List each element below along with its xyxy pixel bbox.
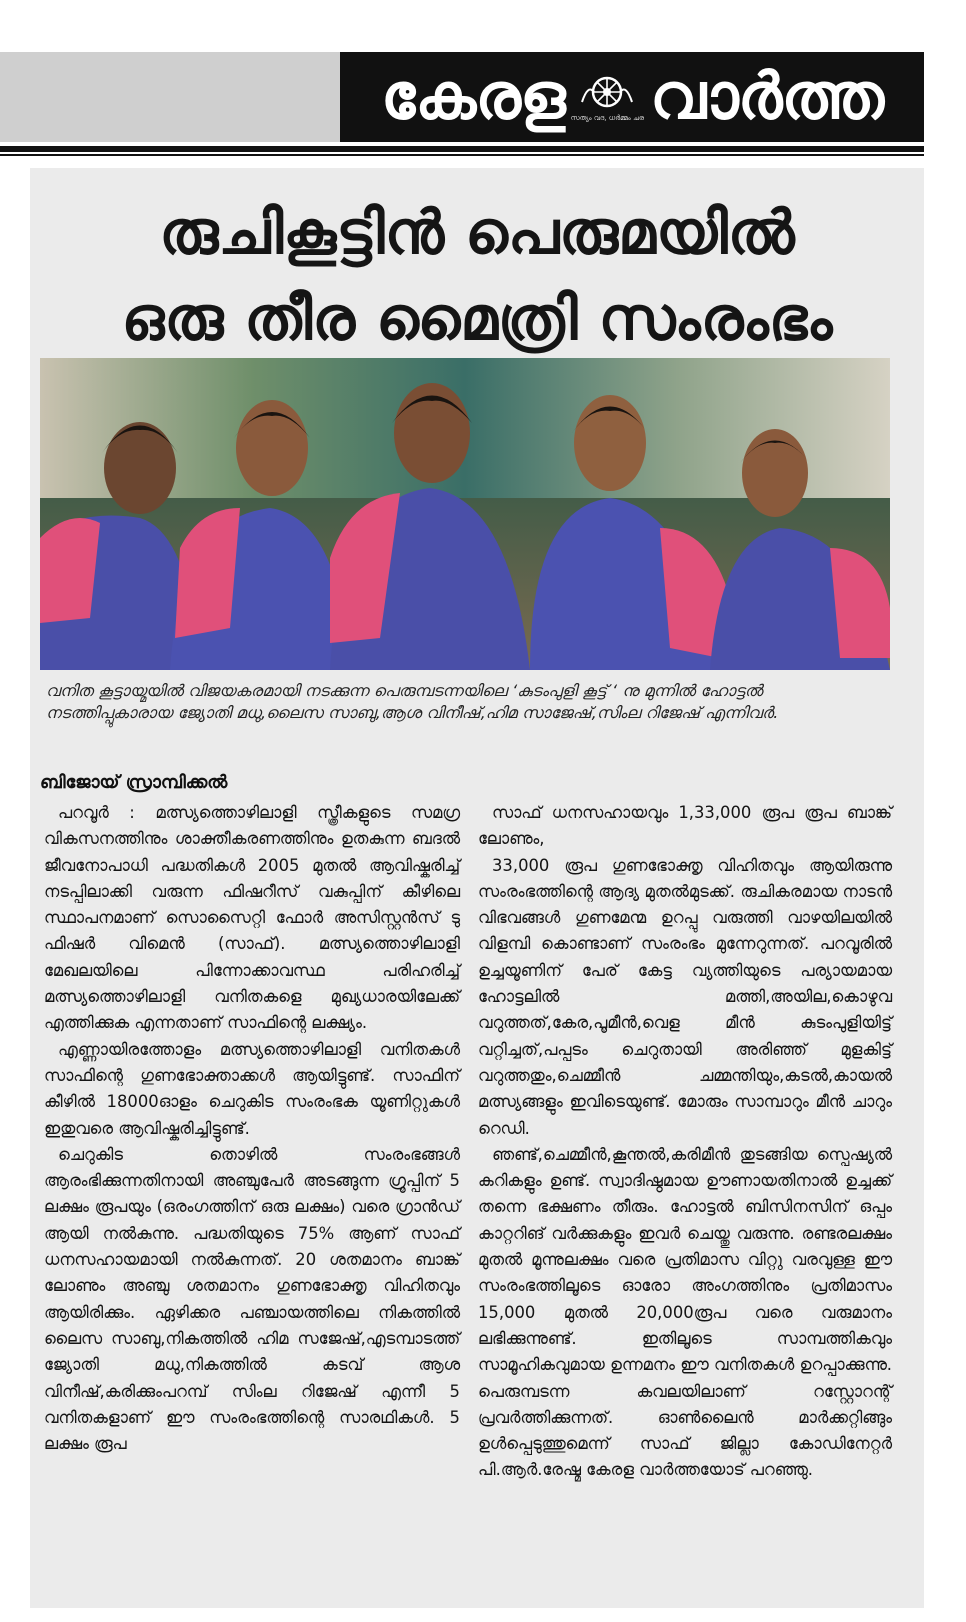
headline xyxy=(30,190,924,362)
paragraph: സാഫ് ധനസഹായവും 1,33,000 രൂപ രൂപ ബാങ്ക് ലോണും, xyxy=(478,803,892,849)
article xyxy=(30,168,924,1608)
paragraph: ഞണ്ട്,ചെമ്മീൻ,കൂന്തൽ,കരിമീൻ തുടങ്ങിയ സ്പെഷ്യൽ കറികളും ഉണ്ട്. സ്വാദിഷ്ഠമായ ഊണായതിനാൽ ഉച്ചക്ക് തന്നെ ഭക്ഷണം തീരും. ഹോട്ടൽ ബിസിനസിന് ഒപ്പം കാറ്ററിങ് വർക്കുകളും ഇവർ ചെയ്തു വരുന്നു. രണ്ടരലക്ഷം മുതൽ മൂന്നുലക്ഷം വരെ പ്രതിമാസ വിറ്റു വരവുള്ള ഈ സംരംഭത്തിലൂടെ ഓരോ അംഗത്തിനും പ്രതിമാസം 15,000 മുതൽ 20,000രൂപ വരെ വരുമാനം ലഭിക്കുന്നുണ്ട്. ഇതിലൂടെ സാമ്പത്തികവും സാമൂഹികവുമായ ഉന്നമനം ഈ വനിതകൾ ഉറപ്പാക്കുന്നു. പെരുമ്പടന്ന കവലയിലാണ് റസ്റ്റോറന്റ് പ്രവർത്തിക്കുന്നത്. ഓൺലൈൻ മാർക്കറ്റിങ്ങും ഉൾപ്പെടുത്തുമെന്ന് സാഫ് ജില്ലാ കോഡിനേറ്റർ പി.ആർ.രേഷ്മ കേരള വാർത്തയോട് പറഞ്ഞു. xyxy=(478,1144,892,1480)
byline: ബിജോയ് സ്രാമ്പിക്കൽ xyxy=(40,772,228,793)
headline-line-2: ഒരു തീര മൈത്രി സംരംഭം xyxy=(121,284,833,354)
masthead-title-right: വാർത്ത xyxy=(650,60,884,134)
masthead-title-left: കേരള xyxy=(380,60,565,134)
woman-figure xyxy=(530,395,730,670)
woman-figure xyxy=(710,429,890,670)
group-photo xyxy=(40,358,890,670)
masthead xyxy=(340,52,924,142)
woman-figure xyxy=(170,400,350,670)
woman-figure xyxy=(330,383,530,670)
paragraph: പറവൂർ : മത്സ്യത്തൊഴിലാളി സ്ത്രീകളുടെ സമഗ്ര വികസനത്തിനും ശാക്തീകരണത്തിനും ഉതകുന്ന ബദൽ ജീവനോപാധി പദ്ധതികൾ 2005 മുതൽ ആവിഷ്കരിച്ച് നടപ്പിലാക്കി വരുന്ന ഫിഷറീസ് വകുപ്പിന് കീഴിലെ സ്ഥാപനമാണ് സൊസൈറ്റി ഫോർ അസിസ്റ്റൻസ് ടു ഫിഷർ വിമെൻ (സാഫ്). മത്സ്യത്തൊഴിലാളി മേഖലയിലെ പിന്നോക്കാവസ്ഥ പരിഹരിച്ച് മത്സ്യത്തൊഴിലാളി വനിതകളെ മുഖ്യധാരയിലേക്ക് എത്തിക്കുക എന്നതാണ് സാഫിന്റെ ലക്ഷ്യം. xyxy=(44,803,460,1033)
dharma-wheel-icon xyxy=(571,72,644,123)
masthead-tagline: സത്യം വദ, ധർമ്മം ചര xyxy=(570,113,645,122)
photo-caption: വനിത കൂട്ടായ്മയിൽ വിജയകരമായി നടക്കുന്ന പെരുമ്പടന്നയിലെ ‘കുടംപുളി കൂട്ട് ‘ നു മുന്നിൽ ഹോട്ടൽ നടത്തിപ്പുകാരായ ജ്യോതി മധു,ലൈസ സാബു,ആശ വിനീഷ്,ഹിമ സാജേഷ്,സിംല റിജേഷ് എന്നിവർ. xyxy=(46,681,779,722)
header-rule-thick xyxy=(0,146,924,152)
paragraph: ചെറുകിട തൊഴിൽ സംരംഭങ്ങൾ ആരംഭിക്കുന്നതിനായി അഞ്ചുപേർ അടങ്ങുന്ന ഗ്രൂപ്പിന് 5 ലക്ഷം രൂപയും (ഒരംഗത്തിന് ഒരു ലക്ഷം) വരെ ഗ്രാൻഡ് ആയി നൽകുന്നു. പദ്ധതിയുടെ 75% ആണ് സാഫ് ധനസഹായമായി നൽകുന്നത്. 20 ശതമാനം ബാങ്ക് ലോണും അഞ്ചു ശതമാനം ഗുണഭോക്തൃ വിഹിതവും ആയിരിക്കും. ഏഴിക്കര പഞ്ചായത്തിലെ നികത്തിൽ ലൈസ സാബു,നികത്തിൽ ഹിമ സജേഷ്,എടമ്പാടത്ത് ജ്യോതി മധു,നികത്തിൽ കടവ് ആശ വിനീഷ്,കരിക്കുംപറമ്പ് സിംല റിജേഷ് എന്നീ 5 വനിതകളാണ് ഈ സംരംഭത്തിന്റെ സാരഥികൾ. 5 ലക്ഷം രൂപ xyxy=(44,1144,460,1454)
paragraph: 33,000 രൂപ ഗുണഭോക്തൃ വിഹിതവും ആയിരുന്നു സംരംഭത്തിന്റെ ആദ്യ മുതൽമുടക്ക്. രുചികരമായ നാടൻ വിഭവങ്ങൾ ഗുണമേന്മ ഉറപ്പു വരുത്തി വാഴയിലയിൽ വിളമ്പി കൊണ്ടാണ് സംരംഭം മുന്നേറുന്നത്. പറവൂരിൽ ഉച്ചയൂണിന് പേര് കേട്ട വ്യത്തിയുടെ പര്യായമായ ഹോട്ടലിൽ മത്തി,അയില,കൊഴുവ വറുത്തത്,കേര,പൂമീൻ,വെള മീൻ കുടംപുളിയിട്ട് വറ്റിച്ചത്,പപ്പടം ചെറുതായി അരിഞ്ഞ് മുളകിട്ട് വറുത്തതും,ചെമ്മീൻ ചമ്മന്തിയും,കടൽ,കായൽ മത്സ്യങ്ങളും ഇവിടെയുണ്ട്. മോരും സാമ്പാറും മീൻ ചാറും റെഡി. xyxy=(478,855,892,1138)
body-column-1 xyxy=(44,800,460,1457)
paragraph: എണ്ണായിരത്തോളം മത്സ്യത്തൊഴിലാളി വനിതകൾ സാഫിന്റെ ഗുണഭോക്താക്കൾ ആയിട്ടുണ്ട്. സാഫിന് കീഴിൽ 18000ഓളം ചെറുകിട സംരംഭക യൂണിറ്റുകൾ ഇതുവരെ ആവിഷ്കരിച്ചിട്ടുണ്ട്. xyxy=(44,1039,460,1138)
header-gray-band xyxy=(0,52,340,142)
headline-line-1: രുചികൂട്ടിൻ പെരുമയിൽ xyxy=(159,198,795,268)
body-column-2 xyxy=(478,800,892,1484)
header-rule-thin xyxy=(0,154,924,156)
